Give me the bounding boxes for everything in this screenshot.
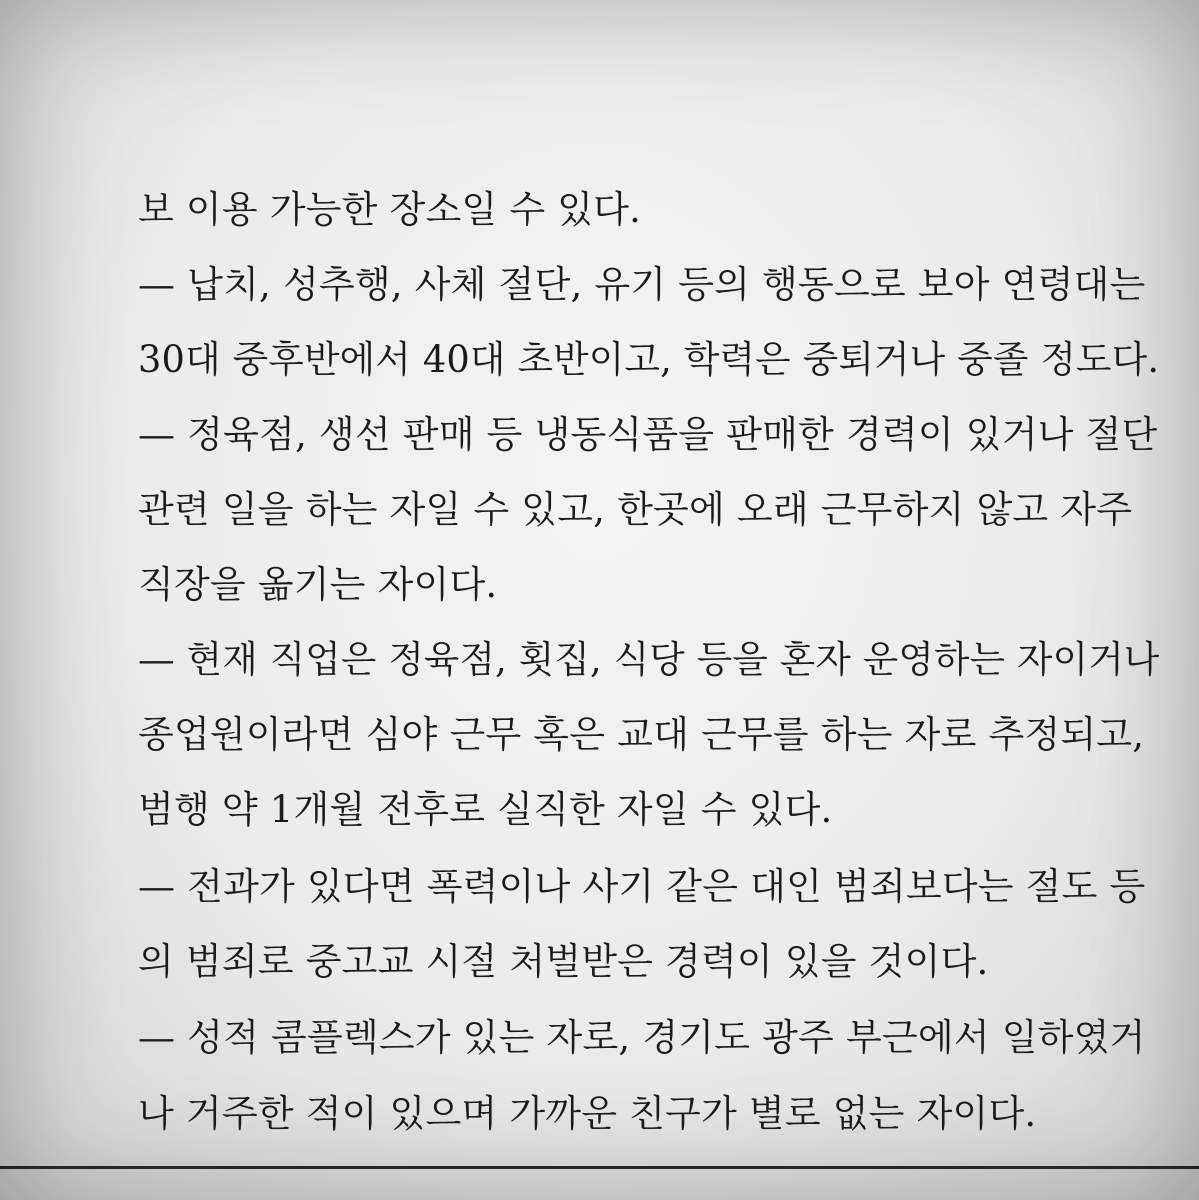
text-line: — 정육점, 생선 판매 등 냉동식품을 판매한 경력이 있거나 절단 [138, 413, 1158, 456]
text-line: 범행 약 1개월 전후로 실직한 자일 수 있다. [138, 788, 833, 831]
text-line: 의 범죄로 중고교 시절 처벌받은 경력이 있을 것이다. [138, 940, 989, 983]
text-line: — 현재 직업은 정육점, 횟집, 식당 등을 혼자 운영하는 자이거나 [138, 638, 1160, 681]
text-line: — 납치, 성추행, 사체 절단, 유기 등의 행동으로 보아 연령대는 [138, 263, 1146, 306]
text-line: 나 거주한 적이 있으며 가까운 친구가 별로 없는 자이다. [138, 1092, 1037, 1135]
text-line: — 전과가 있다면 폭력이나 사기 같은 대인 범죄보다는 절도 등 [138, 865, 1146, 908]
text-line: 30대 중후반에서 40대 초반이고, 학력은 중퇴거나 중졸 정도다. [138, 338, 1160, 381]
text-line: 관련 일을 하는 자일 수 있고, 한곳에 오래 근무하지 않고 자주 [138, 488, 1133, 531]
text-line: 직장을 옮기는 자이다. [138, 563, 498, 606]
text-line: 보 이용 가능한 장소일 수 있다. [138, 188, 642, 231]
text-line: 종업원이라면 심야 근무 혹은 교대 근무를 하는 자로 추정되고, [138, 713, 1145, 756]
page-bottom-rule [0, 1166, 1199, 1169]
text-line: — 성적 콤플렉스가 있는 자로, 경기도 광주 부근에서 일하였거 [138, 1016, 1146, 1059]
